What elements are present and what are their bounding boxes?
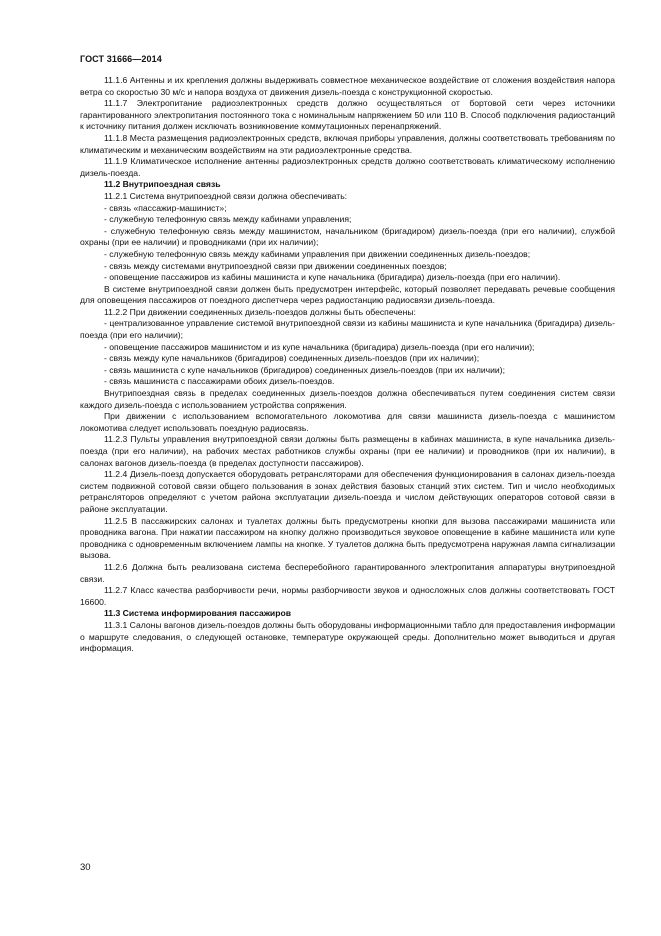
list-item: - служебную телефонную связь между машинистом, начальником (бригадиром) дизель-поезда (при его наличии), службой охраны (при ее наличии) и проводниками (при их наличии); [80, 225, 615, 248]
clause-11-1-7: 11.1.7 Электропитание радиоэлектронных средств должно осуществляться от бортовой сети через источники гарантированного электропитания постоянного тока с номинальным напряжением 50 или 110 В. Способ подключения радиостанций к источнику питания должен исключать возникновение коммутационных перенапряжений. [80, 98, 615, 132]
clause-11-1-8: 11.1.8 Места размещения радиоэлектронных средств, включая приборы управления, должны соответствовать требованиям по климатическим и механическим воздействиям на эти радиоэлектронные средства. [80, 132, 615, 155]
clause-11-2-4: 11.2.4 Дизель-поезд допускается оборудовать ретрансляторами для обеспечения функционирования в салонах дизель-поезда систем подвижной сотовой связи общего пользования в зонах действия базовых станций этих систем. Тип и число необходимых ретрансляторов определяют с учетом района эксплуатации дизель-поезда и числом действующих операторов сотовой связи в районе эксплуатации. [80, 469, 615, 514]
clause-11-2-1: 11.2.1 Система внутрипоездной связи должна обеспечивать: [104, 190, 348, 201]
section-heading-11-3: 11.3 Система информирования пассажиров [104, 608, 291, 619]
page-number: 30 [80, 862, 91, 873]
clause-11-2-7: 11.2.7 Класс качества разборчивости речи, нормы разборчивости звуков и односложных слов должны соответствовать ГОСТ 16600. [80, 585, 615, 607]
clause-11-1-9: 11.1.9 Климатическое исполнение антенны радиоэлектронных средств должно соответствовать климатическому исполнению дизель-поезда. [80, 156, 615, 178]
section-heading-11-2: 11.2 Внутрипоездная связь [104, 179, 221, 190]
list-item: - связь машиниста с пассажирами обоих дизель-поездов. [104, 376, 335, 387]
document-body [80, 75, 615, 655]
list-item: - оповещение пассажиров из кабины машиниста и купе начальника (бригадира) дизель-поезда (при его наличии). [104, 272, 561, 283]
list-item: - оповещение пассажиров машинистом и из купе начальника (бригадира) дизель-поезда (при его наличии); [104, 341, 535, 352]
clause-11-2-2: 11.2.2 При движении соединенных дизель-поездов должны быть обеспечены: [104, 306, 416, 317]
clause-11-2-3: 11.2.3 Пульты управления внутрипоездной связи должны быть размещены в кабинах машиниста, в купе начальника дизель-поезда (при его наличии), на рабочих местах работников службы охраны (при ее наличии) и проводников (при их наличии), в салонах вагонов дизель-поезда (в пределах доступности пассажиров). [80, 434, 615, 468]
paragraph: В системе внутрипоездной связи должен быть предусмотрен интерфейс, который позволяет передавать речевые сообщения для оповещения пассажиров от поездного диспетчера через радиостанцию радиосвязи дизель-поезда. [80, 283, 615, 306]
list-item: - централизованное управление системой внутрипоездной связи из кабины машиниста и купе начальника (бригадира) дизель-поезда (при его наличии); [80, 318, 615, 341]
clause-11-1-6: 11.1.6 Антенны и их крепления должны выдерживать совместное механическое воздействие от сложения воздействия напора ветра со скоростью 30 м/с и напора воздуха от движения дизель-поезда с конструкционной скоростью. [80, 75, 615, 97]
list-item: - связь между системами внутрипоездной связи при движении соединенных поездов; [104, 260, 447, 271]
document-header: ГОСТ 31666—2014 [80, 54, 162, 64]
clause-11-2-6: 11.2.6 Должна быть реализована система бесперебойного гарантированного электропитания аппаратуры внутрипоездной связи. [80, 561, 615, 584]
list-item: - связь между купе начальников (бригадиров) соединенных дизель-поездов (при их наличии); [104, 353, 480, 364]
clause-11-3-1: 11.3.1 Салоны вагонов дизель-поездов должны быть оборудованы информационными табло для предоставления информации о маршруте следования, о следующей остановке, температуре окружающей среды. Дополнительно может выводиться и другая информация. [80, 619, 616, 654]
list-item: - служебную телефонную связь между кабинами управления при движении соединенных дизель-поездов; [104, 248, 531, 259]
list-item: - служебную телефонную связь между кабинами управления; [104, 214, 352, 225]
list-item: - связь машиниста с купе начальников (бригадиров) соединенных дизель-поездов (при их наличии); [104, 364, 505, 375]
clause-11-2-5: 11.2.5 В пассажирских салонах и туалетах должны быть предусмотрены кнопки для вызова пассажирами машиниста или проводника вагона. При нажатии пассажиром на кнопку должно производиться звуковое оповещение в кабине машиниста или купе проводника с одновременным включением лампы на кнопке. У туалетов должна быть предусмотрена наружная лампа сигнализации вызова. [80, 515, 615, 561]
paragraph: Внутрипоездная связь в пределах соединенных дизель-поездов должна обеспечиваться путем соединения систем связи каждого дизель-поезда с использованием устройства сопряжения. [80, 388, 615, 410]
paragraph: При движении с использованием вспомогательного локомотива для связи машиниста дизель-поезда с машинистом локомотива следует использовать поездную радиосвязь. [80, 411, 615, 433]
list-item: - связь «пассажир-машинист»; [104, 202, 227, 213]
